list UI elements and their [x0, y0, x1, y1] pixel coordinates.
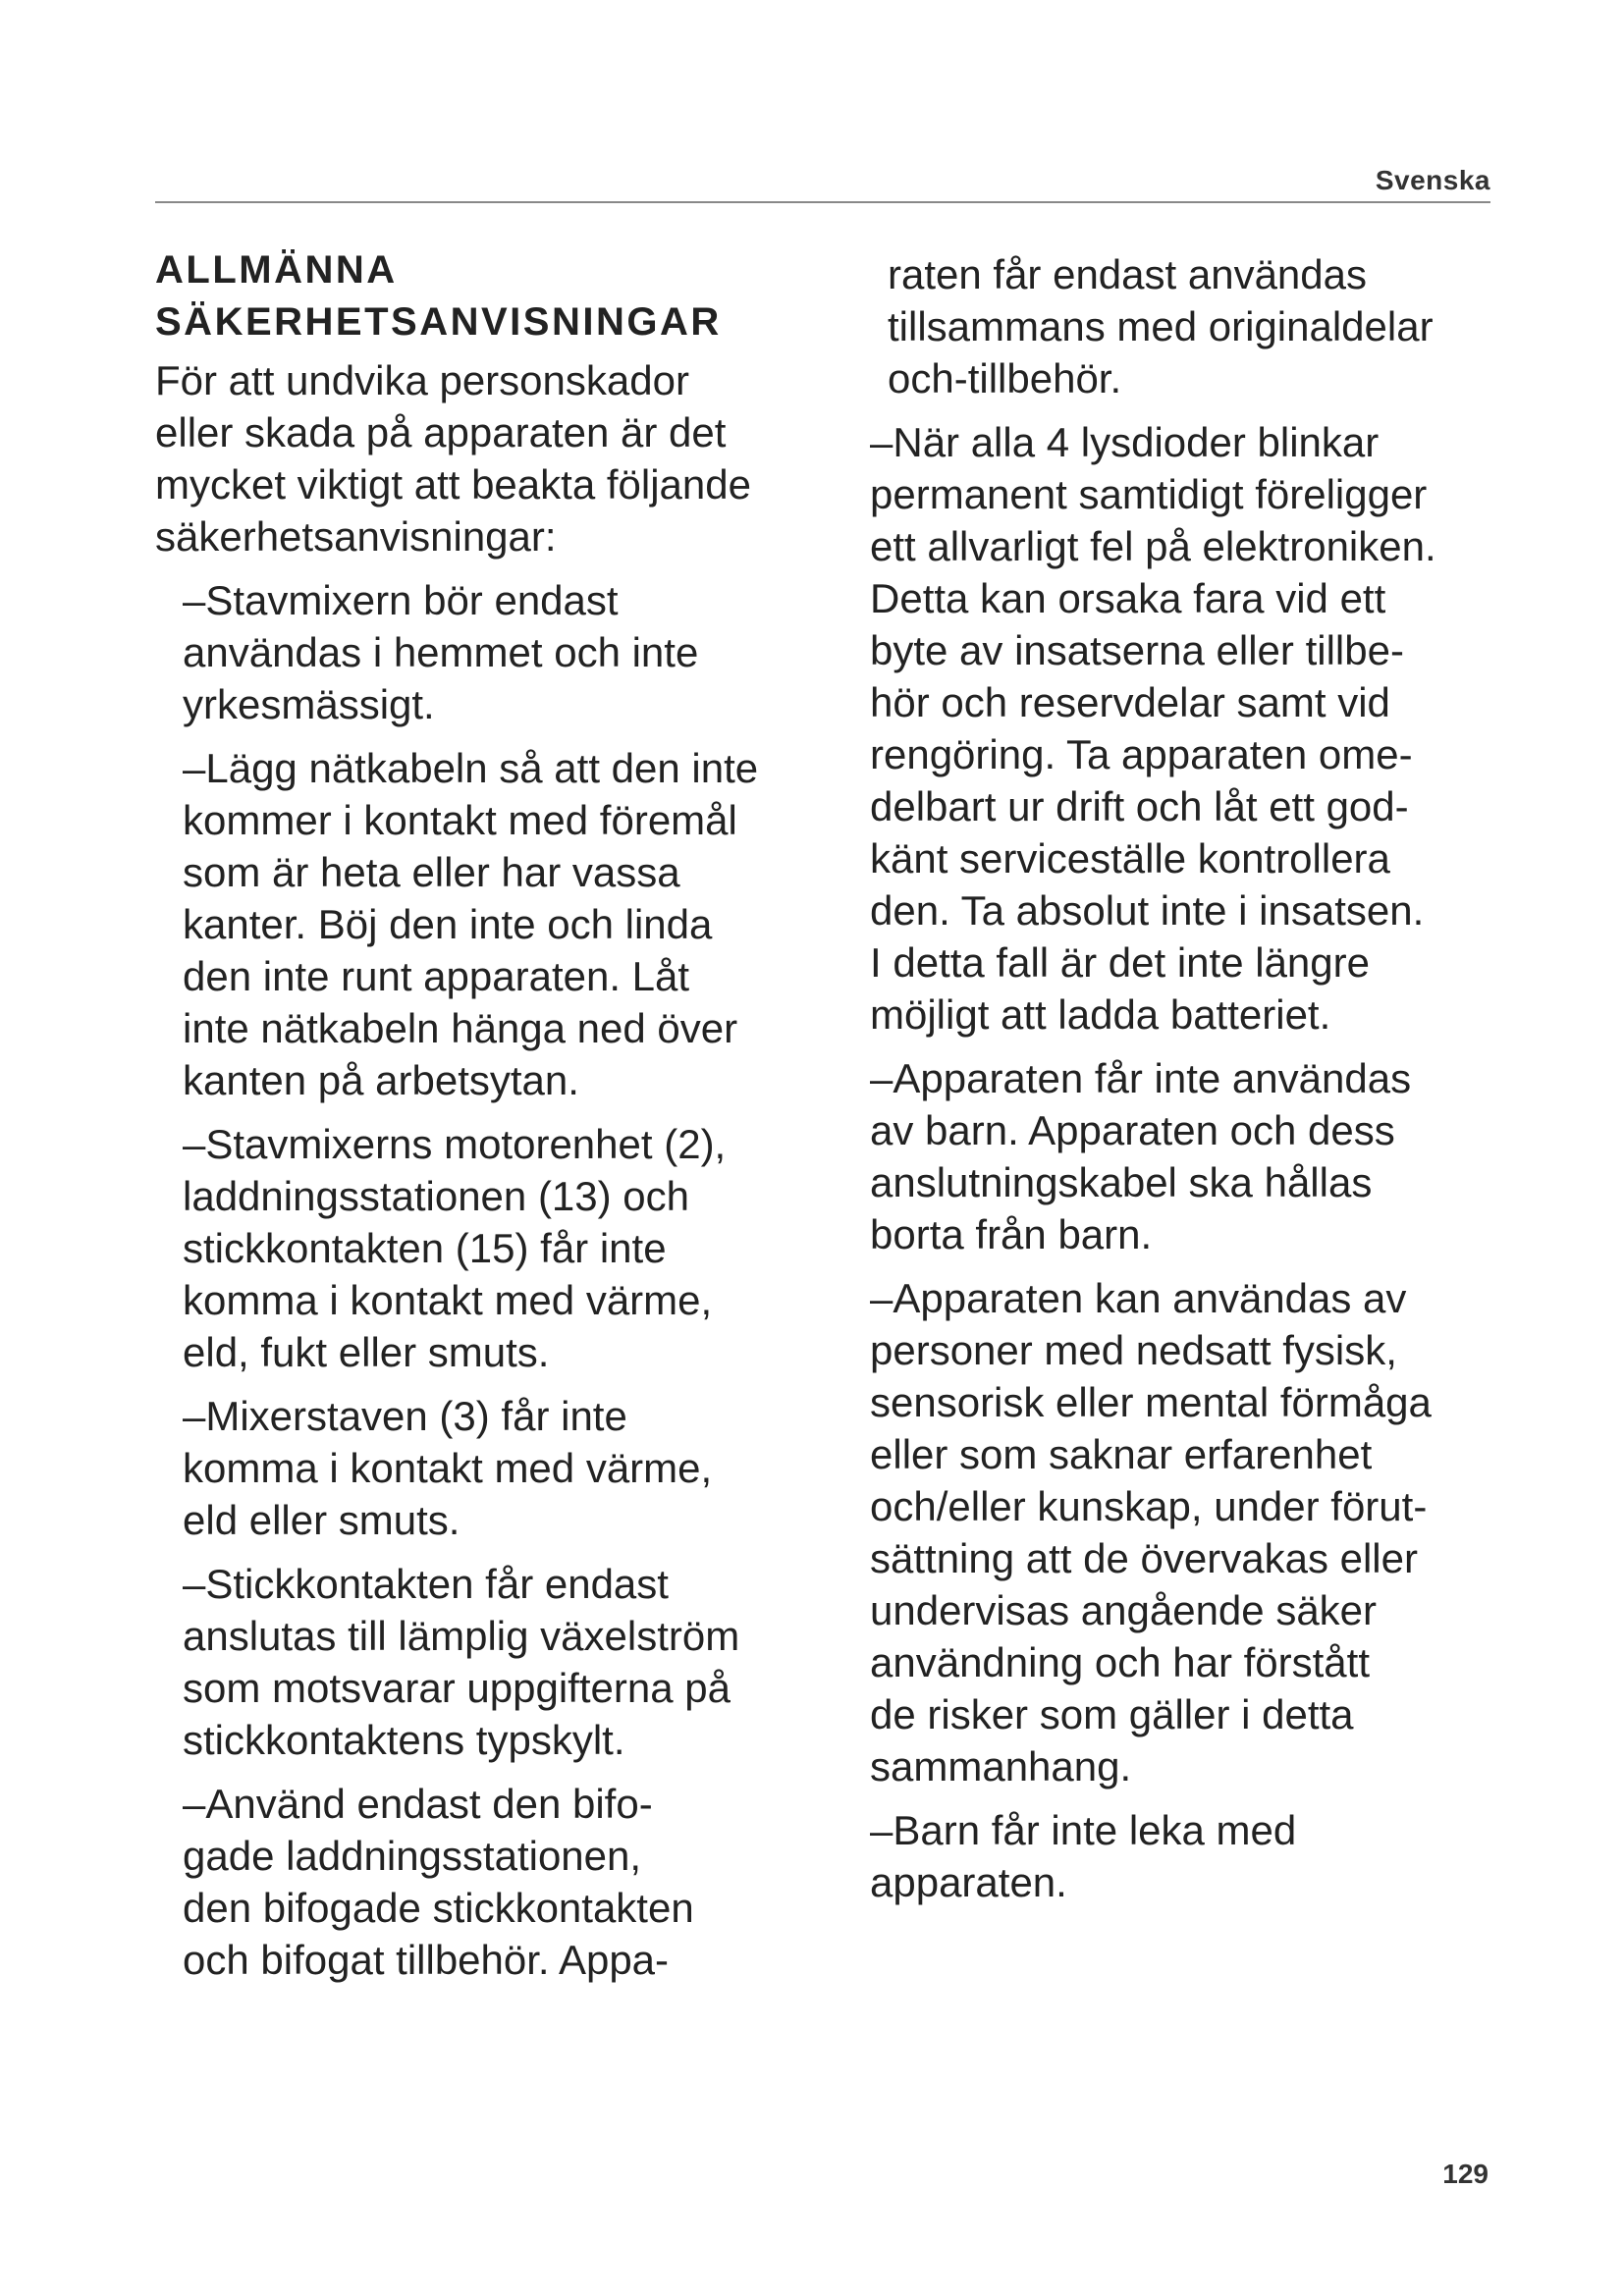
intro-line: säkerhetsanvisningar: — [155, 513, 557, 560]
safety-item-line: undervisas angående säker — [870, 1587, 1378, 1633]
safety-item-line: kanter. Böj den inte och linda — [183, 901, 713, 947]
safety-item-line: kanten på arbetsytan. — [183, 1057, 579, 1103]
header-language-label: Svenska — [1375, 165, 1490, 195]
continued-item-text — [888, 248, 1518, 404]
safety-item-line: den inte runt apparaten. Låt — [183, 953, 690, 999]
safety-item — [183, 1558, 833, 1766]
safety-item-line: den bifogade stickkontakten — [183, 1885, 694, 1931]
safety-item-line: komma i kontakt med värme, — [183, 1445, 713, 1491]
safety-item-line: och/eller kunskap, under förut- — [870, 1483, 1428, 1529]
continued-line: tillsammans med originaldelar — [888, 303, 1434, 349]
safety-item-line: –Mixerstaven (3) får inte — [183, 1393, 627, 1439]
safety-item-line: gade laddningsstationen, — [183, 1833, 642, 1879]
safety-item-line: delbart ur drift och låt ett god- — [870, 783, 1409, 829]
left-column — [155, 244, 833, 1998]
safety-item-line: sensorisk eller mental förmåga — [870, 1379, 1432, 1425]
safety-item-line: –Lägg nätkabeln så att den inte — [183, 745, 759, 791]
safety-item-line: personer med nedsatt fysisk, — [870, 1327, 1397, 1373]
safety-item-line: –Stavmixerns motorenhet (2), — [183, 1121, 727, 1167]
safety-item — [870, 416, 1518, 1041]
safety-item — [870, 1052, 1518, 1260]
safety-item-line: hör och reservdelar samt vid — [870, 679, 1390, 725]
intro-paragraph — [155, 354, 833, 562]
safety-item — [183, 574, 833, 730]
safety-item-line: rengöring. Ta apparaten ome- — [870, 731, 1413, 777]
safety-item-line: –Använd endast den bifo- — [183, 1781, 653, 1827]
safety-item-line: stickkontaktens typskylt. — [183, 1717, 625, 1763]
safety-item — [183, 1118, 833, 1378]
continued-line: och-tillbehör. — [888, 355, 1122, 401]
intro-line: För att undvika personskador — [155, 357, 689, 403]
section-title-line: SÄKERHETSANVISNINGAR — [155, 300, 722, 344]
safety-item-line: stickkontakten (15) får inte — [183, 1225, 667, 1271]
safety-item-line: eld, fukt eller smuts. — [183, 1329, 550, 1375]
safety-item-line: sättning att de övervakas eller — [870, 1535, 1418, 1581]
safety-item-line: som motsvarar uppgifterna på — [183, 1665, 731, 1711]
intro-line: mycket viktigt att beakta följande — [155, 461, 751, 507]
safety-item-line: apparaten. — [870, 1859, 1067, 1905]
intro-line: eller skada på apparaten är det — [155, 409, 727, 455]
safety-item-line: ett allvarligt fel på elektroniken. — [870, 523, 1436, 569]
section-title — [155, 244, 833, 348]
safety-item-line: känt serviceställe kontrollera — [870, 835, 1390, 881]
safety-item-line: permanent samtidigt föreligger — [870, 471, 1428, 517]
safety-item — [870, 1272, 1518, 1792]
continued-line: raten får endast användas — [888, 251, 1368, 297]
safety-item-line: Detta kan orsaka fara vid ett — [870, 575, 1386, 621]
safety-item-line: byte av insatserna eller tillbe- — [870, 627, 1404, 673]
safety-item-line: inte nätkabeln hänga ned över — [183, 1005, 738, 1051]
safety-item-line: kommer i kontakt med föremål — [183, 797, 737, 843]
safety-item-line: –Apparaten får inte användas — [870, 1055, 1412, 1101]
safety-item-line: yrkesmässigt. — [183, 681, 435, 727]
header-divider — [155, 201, 1490, 203]
safety-item-line: komma i kontakt med värme, — [183, 1277, 713, 1323]
safety-item-line: –Stavmixern bör endast — [183, 577, 619, 623]
safety-item-line: anslutningskabel ska hållas — [870, 1159, 1373, 1205]
safety-item-line: –Stickkontakten får endast — [183, 1561, 669, 1607]
safety-item-line: anslutas till lämplig växelström — [183, 1613, 740, 1659]
safety-item — [870, 1804, 1518, 1908]
safety-item-line: och bifogat tillbehör. Appa- — [183, 1937, 670, 1983]
safety-item-line: de risker som gäller i detta — [870, 1691, 1354, 1737]
safety-item-line: sammanhang. — [870, 1743, 1132, 1789]
section-title-line: ALLMÄNNA — [155, 248, 398, 292]
page-number: 129 — [1442, 2159, 1489, 2189]
safety-item-line: I detta fall är det inte längre — [870, 939, 1370, 986]
safety-item-line: –Barn får inte leka med — [870, 1807, 1297, 1853]
safety-item — [183, 1778, 833, 1986]
safety-item-line: –När alla 4 lysdioder blinkar — [870, 419, 1380, 465]
safety-item-line: möjligt att ladda batteriet. — [870, 991, 1331, 1038]
safety-item-line: användning och har förstått — [870, 1639, 1371, 1685]
safety-list-left — [155, 574, 833, 1986]
safety-item — [183, 742, 833, 1106]
safety-item-line: av barn. Apparaten och dess — [870, 1107, 1395, 1153]
safety-list-right — [870, 416, 1518, 1908]
safety-item-line: som är heta eller har vassa — [183, 849, 680, 895]
safety-item-line: eller som saknar erfarenhet — [870, 1431, 1373, 1477]
safety-item-line: användas i hemmet och inte — [183, 629, 699, 675]
safety-item-line: –Apparaten kan användas av — [870, 1275, 1407, 1321]
safety-item-line: laddningsstationen (13) och — [183, 1173, 690, 1219]
safety-item-line: den. Ta absolut inte i insatsen. — [870, 887, 1425, 934]
right-column — [870, 248, 1518, 1920]
safety-item — [183, 1390, 833, 1546]
safety-item-line: borta från barn. — [870, 1211, 1153, 1257]
safety-item-line: eld eller smuts. — [183, 1497, 460, 1543]
